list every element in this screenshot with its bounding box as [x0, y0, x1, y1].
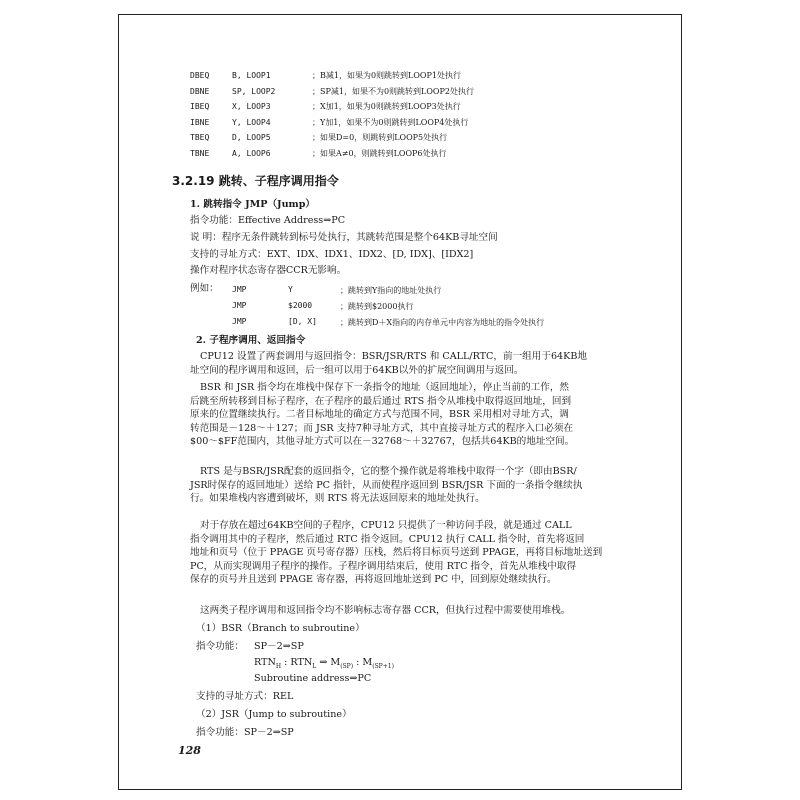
code-operands: D, LOOP5 — [232, 133, 271, 142]
jmp-description: 说 明：程序无条件跳转到标号处执行，其跳转范围是整个64KB寻址空间 — [190, 232, 498, 243]
code-operands: SP, LOOP2 — [232, 87, 276, 96]
paragraph — [190, 381, 610, 449]
jmp-addressing-modes: 支持的寻址方式：EXT、IDX、IDX1、IDX2、[D, IDX]、[IDX2] — [190, 249, 474, 260]
code-operands: Y, LOOP4 — [232, 118, 271, 127]
paragraph-line: 行。如果堆栈内容遭到破坏，则 RTS 将无法返回原来的地址处执行。 — [190, 493, 485, 505]
subsection-heading-jmp: 1. 跳转指令 JMP（Jump） — [190, 199, 316, 210]
code-comment: ；Y加1，如果不为0则跳转到LOOP4处执行 — [312, 118, 469, 127]
m-subscript-2: (SP+1) — [372, 662, 394, 670]
code-comment: ；SP减1，如果不为0则跳转到LOOP2处执行 — [312, 87, 474, 96]
code-comment: ；跳转到$2000执行 — [340, 302, 414, 311]
code-comment: ；跳转到D＋X指向的内存单元中内容为地址的指令处执行 — [340, 318, 545, 327]
code-comment: ；B减1，如果为0则跳转到LOOP1处执行 — [312, 71, 461, 80]
bsr-function-label: 指令功能： — [196, 641, 244, 652]
bsr-addressing-modes: 支持的寻址方式：REL — [196, 691, 294, 702]
rtn-low-subscript: L — [312, 662, 317, 670]
paragraph — [190, 465, 610, 506]
paragraph-line: 保存的页号并且送到 PPAGE 寄存器，再将返回地址送到 PC 中，回到原处继续执行。 — [190, 574, 557, 586]
code-operands: [D, X] — [288, 317, 317, 326]
paragraph-line: PC，从而实现调用子程序的操作。子程序调用结束后，使用 RTC 指令，首先从堆栈中取得 — [190, 560, 577, 572]
paragraph-line: RTS 是与BSR/JSR配套的返回指令，它的整个操作就是将堆栈中取得一个字（即由BSR/ — [200, 466, 577, 477]
paragraph-line: 原来的位置继续执行。二者目标地址的确定方式与范围不同，BSR 采用相对寻址方式，调 — [190, 409, 569, 421]
code-mnemonic: TBNE — [190, 149, 210, 158]
bsr-heading: （1）BSR（Branch to subroutine） — [196, 623, 365, 634]
rtn-label: RTN — [254, 657, 276, 668]
jsr-heading: （2）JSR（Jump to subroutine） — [196, 709, 352, 720]
paragraph-line: JSR时保存的返回地址）送给 PC 指针，从而使程序返回到 BSR/JSR 下面的一条指令继续执 — [190, 479, 583, 491]
arrow-m: ⇒ M — [316, 657, 341, 668]
page-number: 128 — [178, 744, 201, 757]
paragraph-line: 址空间的程序调用和返回，后一组可以用于64KB以外的扩展空间调用与返回。 — [190, 364, 524, 376]
code-mnemonic: DBNE — [190, 87, 210, 96]
colon-m: : M — [353, 657, 373, 668]
bsr-function-line2 — [254, 656, 394, 673]
bsr-function-line1: SP－2⇒SP — [254, 641, 304, 652]
code-mnemonic: IBNE — [190, 118, 210, 127]
paragraph-line: 转范围是－128～＋127；而 JSR 支持7种寻址方式，其中直接寻址方式的程序入口必须在 — [190, 422, 574, 434]
jsr-function: 指令功能：SP－2⇒SP — [196, 727, 294, 738]
code-comment: ；如果A≠0，则跳转到LOOP6处执行 — [312, 149, 447, 158]
code-mnemonic: DBEQ — [190, 71, 210, 80]
code-operands: X, LOOP3 — [232, 102, 271, 111]
rtn-separator: : RTN — [281, 657, 313, 668]
paragraph-line: $00～$FF范围内，其他寻址方式可以在－32768～＋32767，包括共64KB的地址空间。 — [190, 436, 575, 448]
paragraph-line: CPU12 设置了两套调用与返回指令：BSR/JSR/RTS 和 CALL/RTC，前一组用于64KB地 — [200, 351, 587, 362]
paragraph-line: BSR 和 JSR 指令均在堆栈中保存下一条指令的地址（返回地址），停止当前的工作，然 — [200, 382, 570, 393]
code-operands: Y — [288, 285, 293, 294]
code-mnemonic: JMP — [232, 317, 247, 326]
code-mnemonic: IBEQ — [190, 102, 210, 111]
code-operands: A, LOOP6 — [232, 149, 271, 158]
code-mnemonic: JMP — [232, 285, 247, 294]
code-operands: B, LOOP1 — [232, 71, 271, 80]
paragraph-line: 这两类子程序调用和返回指令均不影响标志寄存器 CCR，但执行过程中需要使用堆栈。 — [200, 605, 571, 616]
jmp-function: 指令功能：Effective Address⇒PC — [190, 215, 346, 226]
section-heading: 3.2.19 跳转、子程序调用指令 — [172, 174, 339, 188]
jmp-ccr-note: 操作对程序状态寄存器CCR无影响。 — [190, 265, 347, 276]
code-comment: ；X加1，如果为0则跳转到LOOP3处执行 — [312, 102, 461, 111]
paragraph-line: 后跳至所转移到目标子程序，在子程序的最后通过 RTS 指令从堆栈中取得返回地址，回到 — [190, 395, 572, 407]
example-label: 例如： — [190, 283, 219, 294]
m-subscript-1: (SP) — [340, 662, 354, 670]
bsr-function-line3: Subroutine address⇒PC — [254, 673, 372, 684]
code-mnemonic: TBEQ — [190, 133, 210, 142]
code-operands: $2000 — [288, 301, 313, 310]
paragraph — [190, 519, 610, 587]
code-comment: ；跳转到Y指向的地址处执行 — [340, 286, 442, 295]
paragraph-line: 指令调用其中的子程序，然后通过 RTC 指令返回。CPU12 执行 CALL 指令时，首先将返回 — [190, 533, 585, 545]
paragraph-line: 地址和页号（位于 PPAGE 页号寄存器）压栈，然后将目标页号送到 PPAGE，再将目标地址送到 — [190, 547, 603, 559]
subsection-heading-subroutine: 2. 子程序调用、返回指令 — [196, 335, 306, 346]
paragraph — [190, 604, 610, 618]
paragraph-line: 对于存放在超过64KB空间的子程序，CPU12 只提供了一种访问手段，就是通过 CALL — [200, 520, 572, 531]
code-mnemonic: JMP — [232, 301, 247, 310]
rtn-high-subscript: H — [275, 662, 282, 670]
paragraph — [190, 350, 610, 377]
code-comment: ；如果D=0，则跳转到LOOP5处执行 — [312, 133, 448, 142]
